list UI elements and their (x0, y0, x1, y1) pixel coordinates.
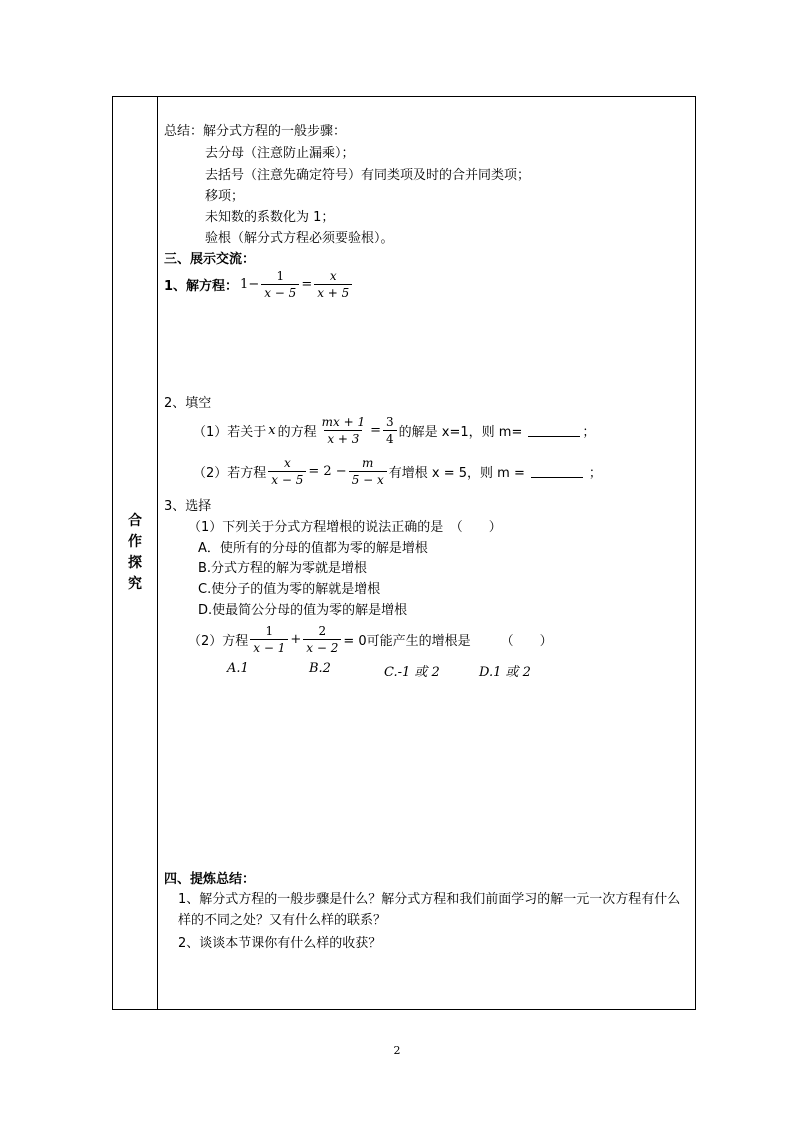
q1-lhs-prefix: 1− (240, 276, 260, 292)
q1-f1-num: 1 (276, 268, 285, 283)
q1-f1-den: x − 5 (261, 284, 299, 300)
q2-label: 2、填空 (164, 396, 212, 411)
section3-title: 三、展示交流： (164, 252, 256, 267)
q3s2-after: = 0可能产生的增根是 (343, 633, 471, 649)
q3-sub1-option-d: D.使最简公分母的值为零的解是增根 (198, 603, 408, 618)
q2i2-prefix: （2）若方程 (193, 465, 267, 481)
q1-equals: = (301, 276, 313, 292)
page-number: 2 (393, 1044, 401, 1057)
q2i2-mid: = 2 − (308, 463, 347, 479)
q2i1-answer-blank[interactable] (528, 424, 580, 437)
q2i1-f1-den: x + 3 (324, 430, 362, 446)
q2i1-f2-den: 4 (383, 430, 397, 446)
q2i2-end: ； (588, 465, 602, 481)
q2i2-fraction-2 (349, 456, 387, 487)
q3s2-f2-den: x − 2 (303, 639, 341, 655)
q2-item-1 (193, 412, 595, 448)
side-label: 合作探究 (128, 513, 142, 592)
side-label-cell (113, 97, 157, 1009)
q1-fraction-2 (314, 269, 352, 300)
q2i1-f1-num: mx + 1 (321, 414, 366, 429)
q3s2-f2-num: 2 (318, 623, 327, 638)
q1-f2-num: x (329, 268, 337, 283)
summary-step-4: 未知数的系数化为 1； (205, 210, 335, 225)
summary-heading: 总结：解分式方程的一般步骤： (164, 124, 347, 139)
summary-step-3: 移项； (205, 189, 245, 204)
q1-fraction-1 (261, 269, 299, 300)
q1-f2-den: x + 5 (314, 284, 352, 300)
q2i1-fraction-2 (383, 415, 397, 446)
q2i2-fraction-1 (268, 456, 306, 487)
q3-sub1-option-c: C.使分子的值为零的解就是增根 (198, 582, 381, 597)
q3-sub2-question (188, 620, 553, 658)
q2i1-mid: 的方程 (277, 424, 317, 440)
summary-step-5: 验根（解分式方程必须要验根）。 (205, 231, 394, 246)
q2i1-f2-num: 3 (386, 414, 394, 429)
q3s2-fraction-1 (250, 624, 288, 655)
q3-sub1-option-a: A．使所有的分母的值都为零的解是增根 (198, 541, 428, 556)
summary-step-2: 去括号（注意先确定符号）有同类项及时的合并同类项； (205, 168, 531, 183)
q2i1-end: ； (582, 424, 596, 440)
section4-title: 四、提炼总结： (164, 872, 256, 887)
question-1 (164, 264, 354, 304)
q3s2-fraction-2 (303, 624, 341, 655)
q3s2-f1-den: x − 1 (250, 639, 288, 655)
summary-step-1: 去分母（注意防止漏乘）； (205, 146, 355, 161)
q2i1-after: 的解是 x=1，则 m= (398, 424, 523, 440)
q2-item-2 (193, 453, 602, 489)
q2i1-equals: = (370, 422, 382, 438)
q2i2-f2-num: m (362, 455, 374, 470)
q3-sub1-question: （1）下列关于分式方程增根的说法正确的是 （ ） (188, 520, 502, 535)
q2i2-f1-den: x − 5 (268, 471, 306, 487)
q3s2-f1-num: 1 (265, 623, 274, 638)
q3-sub2-option-d: D.1 或 2 (479, 665, 531, 680)
q2i2-f2-den: 5 − x (349, 471, 387, 487)
q3-sub2-option-b: B.2 (309, 661, 331, 676)
q3-sub1-option-b: B.分式方程的解为零就是增根 (198, 561, 368, 576)
q3s2-paren: （ ） (500, 633, 553, 649)
q2i1-fraction-1 (319, 415, 368, 446)
q3s2-plus: + (290, 631, 302, 647)
section4-q1: 1、解分式方程的一般步骤是什么？解分式方程和我们前面学习的解一元一次方程有什么样的不同之处？又有什么样的联系？ (178, 892, 681, 928)
q2i2-f1-num: x (283, 455, 291, 470)
q2i1-var: x (268, 422, 276, 438)
q2i2-answer-blank[interactable] (531, 465, 583, 478)
q3-sub2-option-a: A.1 (227, 661, 249, 676)
q3-label: 3、选择 (164, 499, 212, 514)
column-divider (157, 97, 158, 1009)
q2i2-after: 有增根 x = 5，则 m = (388, 465, 525, 481)
q3s2-prefix: （2）方程 (188, 633, 249, 649)
q2i1-prefix: （1）若关于 (193, 424, 267, 440)
q3-sub2-option-c: C.-1 或 2 (384, 665, 440, 680)
section4-q2: 2、谈谈本节课你有什么样的收获？ (178, 936, 382, 951)
q1-label: 1、解方程： (164, 278, 239, 294)
